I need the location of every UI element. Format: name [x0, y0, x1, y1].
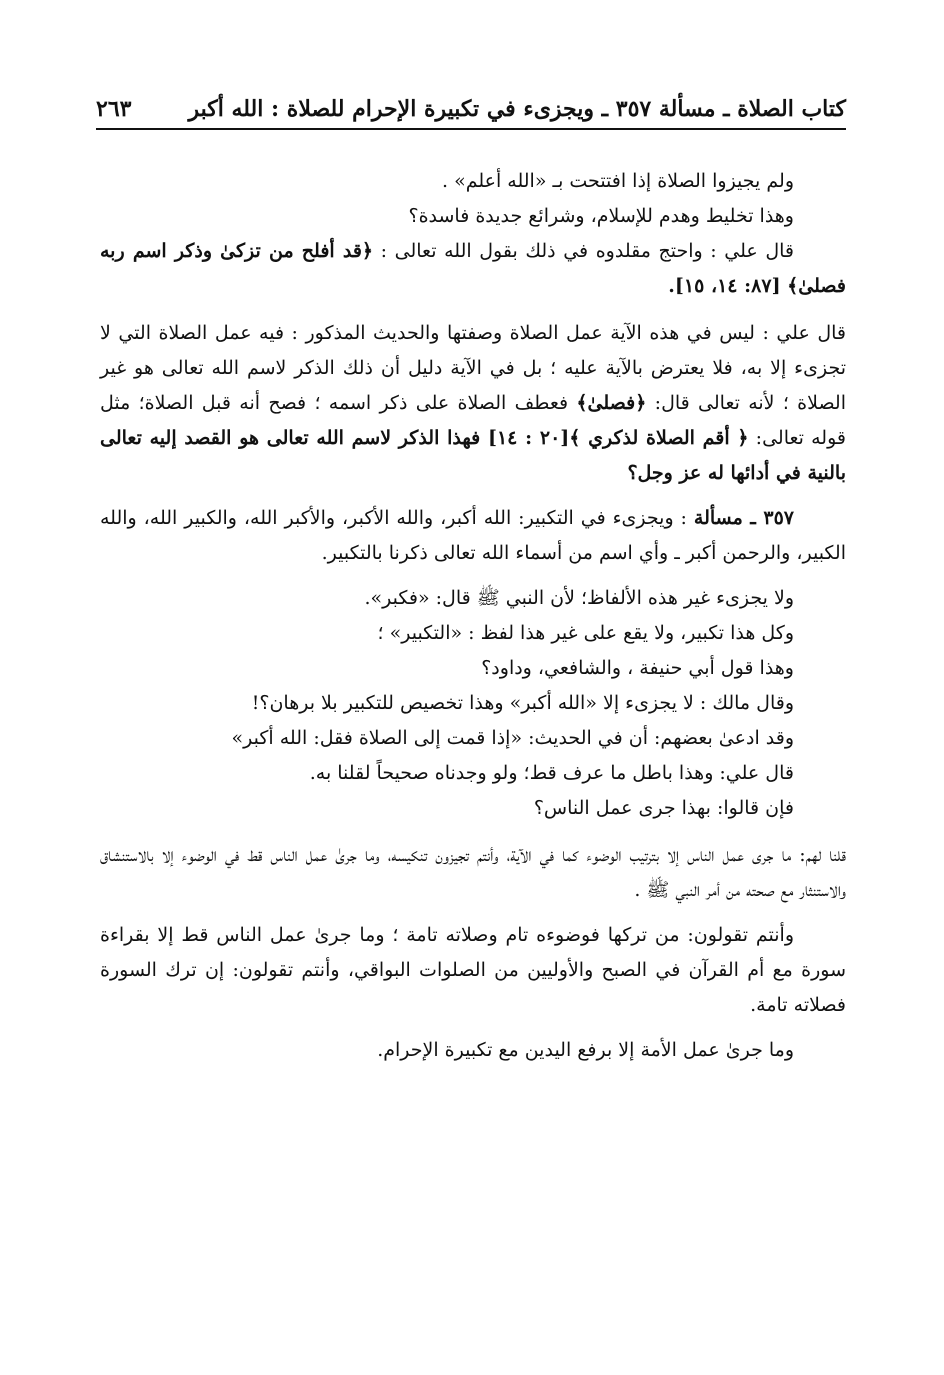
- page-header: [96, 80, 846, 124]
- paragraph: وقد ادعىٰ بعضهم: أن في الحديث: «إذا قمت إلى الصلاة فقل: الله أكبر»: [231, 727, 794, 749]
- paragraph: وأنتم تقولون: من تركها فوضوءه تام وصلاته تامة ؛ وما جرىٰ عمل الناس قط إلا بقراءة سورة مع أم القرآن في الصبح والأوليين من الصلوات البواقي، وأنتم تقولون: إن ترك السورة فصلاته تامة.: [100, 924, 846, 1016]
- paragraph: وهذا تخليط وهدم للإسلام، وشرائع جديدة فاسدة؟: [408, 205, 794, 227]
- paragraph: [100, 316, 846, 491]
- paragraph: وما جرىٰ عمل الأمة إلا برفع اليدين مع تكبيرة الإحرام.: [377, 1039, 794, 1061]
- paragraph: قال علي: وهذا باطل ما عرف قط؛ ولو وجدناه صحيحاً لقلنا به.: [309, 762, 794, 784]
- paragraph-text: فعطف الصلاة على ذكر اسمه ؛ فصح أنه قبل الصلاة؛ مثل قوله تعالى:: [100, 392, 846, 449]
- paragraph: وهذا قول أبي حنيفة ، والشافعي، وداود؟: [481, 657, 794, 679]
- paragraph: قلنا لهم: ما جرى عمل الناس إلا بترتيب الوضوء كما في الآية، وأنتم تجيزون تنكيسه، وما جرىٰ عمل الناس قط في الوضوء إلا بالاستنشاق والاستنثار مع صحته من أمر النبي ﷺ .: [100, 844, 846, 901]
- paragraph-text: : ويجزىء في التكبير: الله أكبر، والله الأكبر، والأكبر الله، والكبير الله، والله الكبير، والرحمن أكبر ـ وأي اسم من أسماء الله تعالى ذكرنا بالتكبير.: [100, 507, 846, 564]
- paragraph: وقال مالك : لا يجزىء إلا «الله أكبر» وهذا تخصيص للتكبير بلا برهان؟!: [251, 692, 794, 714]
- page-body: [100, 164, 846, 1068]
- running-title: كتاب الصلاة ـ مسألة ٣٥٧ ـ ويجزىء في تكبيرة الإحرام للصلاة : الله أكبر: [188, 96, 846, 122]
- paragraph-text: [٢٠ : ١٤] فهذا الذكر لاسم الله تعالى هو القصد إليه تعالى بالنية في أدائها له عز وجل؟: [100, 427, 846, 484]
- paragraph-text: قال علي : واحتج مقلدوه في ذلك بقول الله تعالى :: [373, 240, 794, 262]
- header-rule: [96, 128, 846, 130]
- issue-number: ٣٥٧ ـ مسألة: [693, 507, 794, 529]
- paragraph: وكل هذا تكبير، ولا يقع على غير هذا لفظ : «التكبير» ؛: [377, 622, 794, 644]
- paragraph-text: قال علي : ليس في هذه الآية عمل الصلاة وصفتها والحديث المذكور : فيه عمل الصلاة التي لا تجزىء إلا به، فلا يعترض بالآية عليه ؛ بل في الآية دليل أن ذلك الذكر لاسم الله تعالى هو غير الصلاة ؛ لأنه تعالى قال:: [100, 322, 846, 414]
- page-number: ٢٦٣: [96, 96, 132, 122]
- verse-reference: [٨٧: ١٤، ١٥].: [668, 275, 788, 297]
- quran-verse: ﴿فصلىٰ﴾: [576, 392, 647, 414]
- quran-verse: ﴿ أقم الصلاة لذكري ﴾: [569, 427, 749, 449]
- quran-verse: ﴿قد أفلح من تزكىٰ وذكر اسم ربه فصلىٰ﴾: [100, 240, 846, 297]
- paragraph: [100, 234, 846, 304]
- issue-heading-paragraph: [100, 501, 846, 571]
- paragraph: فإن قالوا: بهذا جرى عمل الناس؟: [533, 797, 794, 819]
- paragraph: ولا يجزىء غير هذه الألفاظ؛ لأن النبي ﷺ قال: «فكبر».: [364, 587, 794, 609]
- paragraph: ولم يجيزوا الصلاة إذا افتتحت بـ «الله أعلم» .: [442, 170, 794, 192]
